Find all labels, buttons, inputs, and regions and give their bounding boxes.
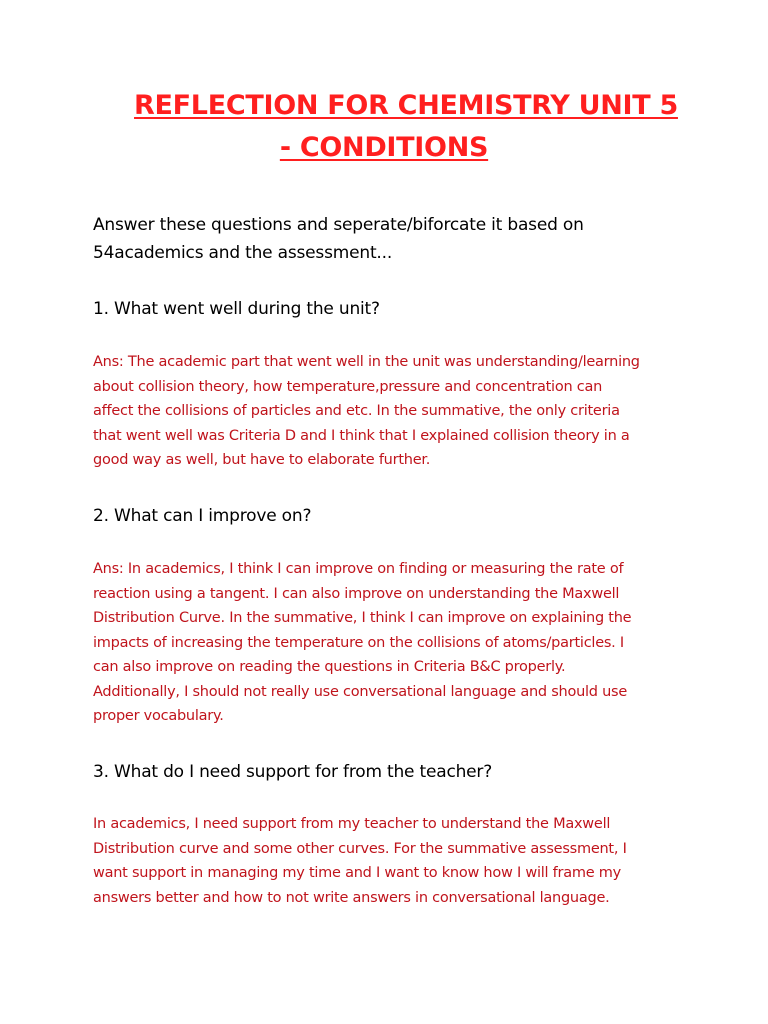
answer-line: answers better and how to not write answers in conversational language. — [93, 889, 610, 906]
answer-line: Ans: The academic part that went well in the unit was understanding/learning — [93, 354, 640, 370]
answer-line: Additionally, I should not really use conversational language and should use — [93, 683, 628, 700]
answer-3 — [93, 812, 683, 910]
answer-2 — [93, 557, 683, 729]
answer-line: good way as well, but have to elaborate further. — [93, 452, 431, 468]
answer-line: want support in managing my time and I want to know how I will frame my — [93, 865, 621, 881]
answer-line: that went well was Criteria D and I think that I explained collision theory in a — [93, 427, 630, 444]
answer-line: Distribution curve and some other curves. For the summative assessment, I — [93, 840, 627, 857]
question-2: 2. What can I improve on? — [93, 506, 312, 526]
answer-line: proper vocabulary. — [93, 708, 224, 724]
answer-line: Distribution Curve. In the summative, I think I can improve on explaining the — [93, 610, 632, 626]
answer-line: In academics, I need support from my teacher to understand the Maxwell — [93, 816, 611, 832]
question-3: 3. What do I need support for from the teacher? — [93, 762, 493, 782]
intro-line: 54academics and the assessment... — [93, 243, 393, 263]
answer-line: can also improve on reading the questions in Criteria B&C properly. — [93, 659, 566, 675]
answer-line: affect the collisions of particles and etc. In the summative, the only criteria — [93, 403, 620, 419]
document-title-line-2: - CONDITIONS — [279, 132, 489, 163]
answer-1 — [93, 350, 683, 473]
answer-line: about collision theory, how temperature,pressure and concentration can — [93, 378, 603, 395]
answer-line: reaction using a tangent. I can also improve on understanding the Maxwell — [93, 585, 620, 602]
answer-line: Ans: In academics, I think I can improve on finding or measuring the rate of — [93, 561, 624, 577]
document-title-line-1: REFLECTION FOR CHEMISTRY UNIT 5 — [134, 90, 678, 121]
question-1: 1. What went well during the unit? — [93, 299, 380, 319]
answer-line: impacts of increasing the temperature on the collisions of atoms/particles. I — [93, 634, 624, 651]
intro-line: Answer these questions and seperate/biforcate it based on — [93, 215, 584, 235]
intro-paragraph — [93, 211, 693, 267]
